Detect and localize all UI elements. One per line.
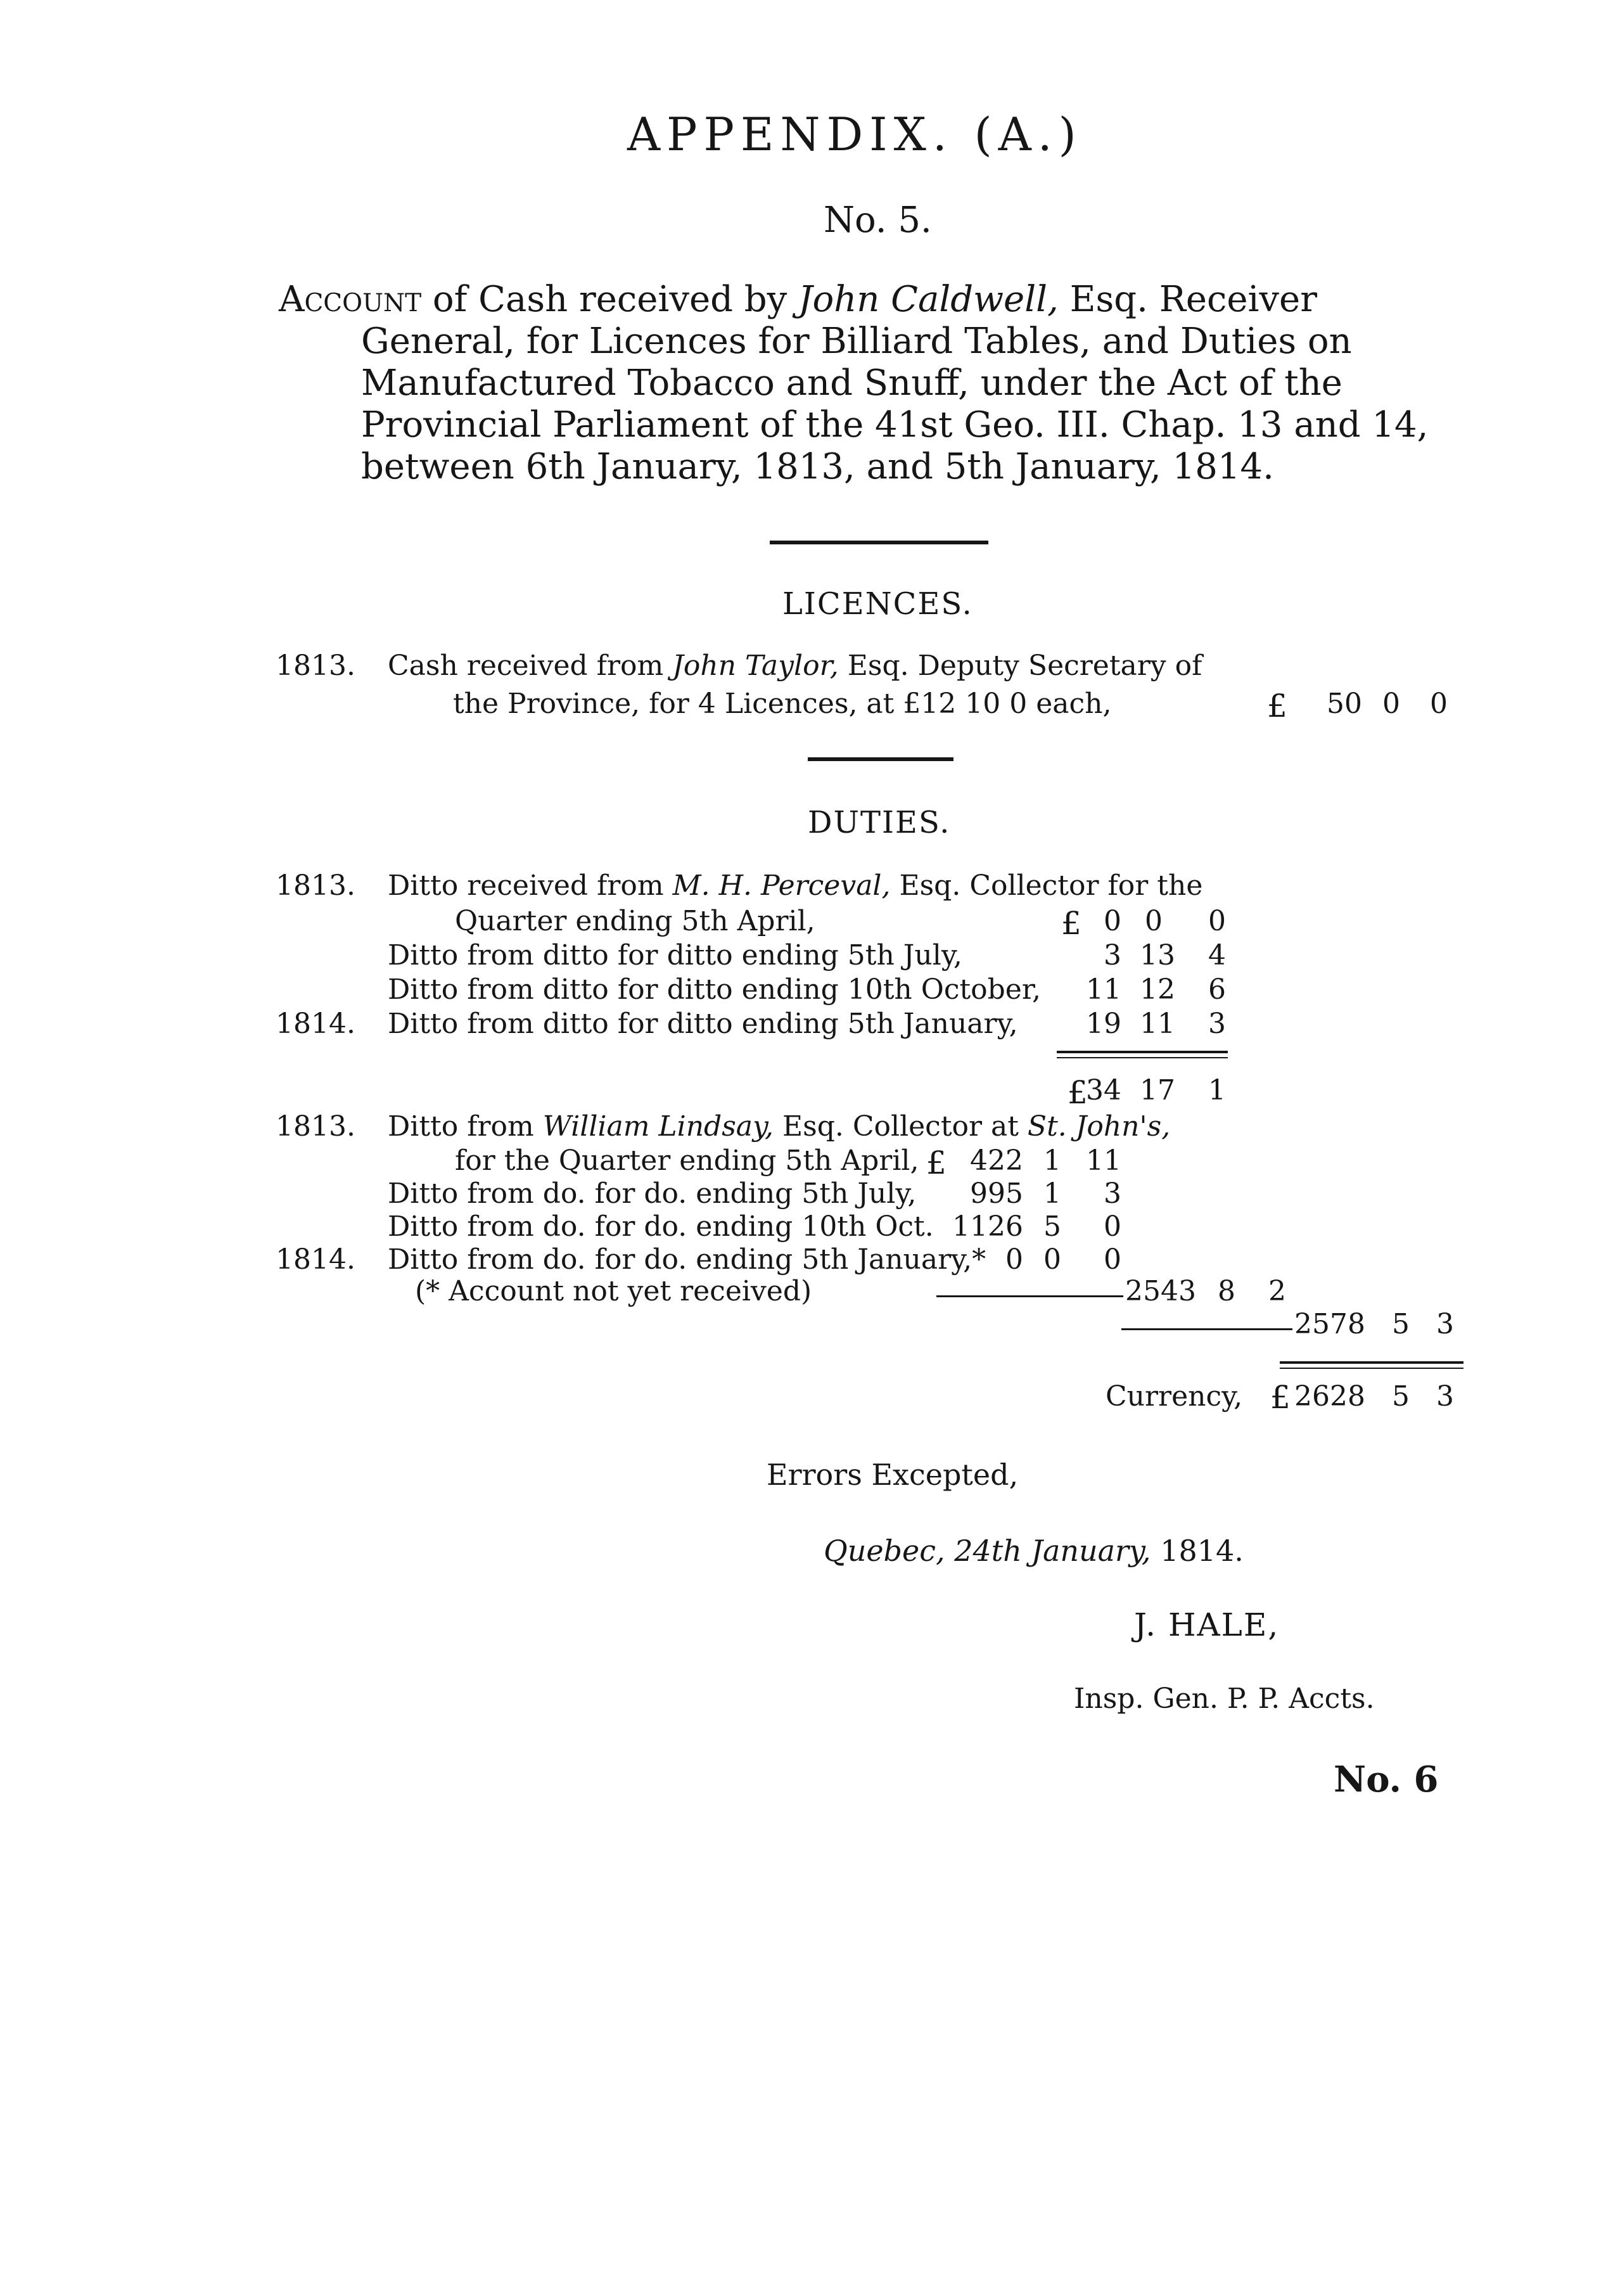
perceval-row-pence: 4 xyxy=(1208,939,1226,972)
lindsay-row-label: for the Quarter ending 5th April, xyxy=(455,1145,919,1177)
licences-heading: LICENCES. xyxy=(782,586,973,622)
perceval-row-shillings: 11 xyxy=(1140,1008,1175,1040)
perceval-row-pounds: 19 xyxy=(1086,1008,1121,1040)
collection-place: St. John's, xyxy=(1027,1110,1171,1143)
lindsay-year-start: 1813. xyxy=(276,1110,355,1143)
lindsay-row-pence: 3 xyxy=(1104,1177,1121,1210)
currency-total-pounds: 2628 xyxy=(1294,1380,1365,1413)
duties-heading: DUTIES. xyxy=(808,805,951,840)
collector-name-perceval: M. H. Perceval, xyxy=(672,869,891,902)
lindsay-row-pence: 11 xyxy=(1086,1145,1121,1177)
sum-rule xyxy=(1280,1361,1463,1364)
lindsay-row-shillings: 1 xyxy=(1043,1177,1061,1210)
currency-total-shillings: 5 xyxy=(1392,1380,1410,1413)
intro-paragraph xyxy=(279,279,1479,488)
lindsay-row-symbol: £ xyxy=(926,1145,947,1181)
licences-line-2: the Province, for 4 Licences, at £12 10 0 each, xyxy=(453,688,1112,720)
licences-total-shillings: 0 xyxy=(1382,688,1400,720)
currency-total-pence: 3 xyxy=(1436,1380,1454,1413)
perceval-line-1 xyxy=(388,869,1202,902)
lindsay-row-pence: 0 xyxy=(1104,1210,1121,1243)
perceval-subtotal-symbol: £ xyxy=(1068,1074,1088,1111)
lindsay-row-pounds: 1126 xyxy=(952,1210,1023,1243)
dateline xyxy=(824,1534,1244,1568)
perceval-subtotal-pounds: 34 xyxy=(1086,1074,1121,1106)
combined-total-pence: 3 xyxy=(1436,1308,1454,1340)
perceval-row-pence: 6 xyxy=(1208,973,1226,1006)
lindsay-row-pounds: 995 xyxy=(970,1177,1023,1210)
perceval-row-label: Ditto from ditto for ditto ending 10th October, xyxy=(388,973,1042,1006)
section-divider xyxy=(770,541,988,544)
licences-text-b: Esq. Deputy Secretary of xyxy=(838,650,1202,682)
perceval-row-label: Quarter ending 5th April, xyxy=(455,905,815,937)
intro-text-2: Esq. Receiver General, for Licences for Billiard Tables, and Duties on Manufactured Tobacco and Snuff, under the Act of the Provincial Parliament of the 41st Geo. III. Chap. 13 and 14, between 6th January, 1813, and 5th January, 1814. xyxy=(361,279,1429,487)
combined-total-shillings: 5 xyxy=(1392,1308,1410,1340)
licences-line-1 xyxy=(388,650,1202,682)
licences-total-pounds: 50 xyxy=(1327,688,1362,720)
perceval-text-b: Esq. Collector for the xyxy=(890,869,1203,902)
place-name: Quebec, xyxy=(824,1534,945,1568)
lindsay-line-1 xyxy=(388,1110,1170,1143)
licences-text-a: Cash received from xyxy=(388,650,673,682)
account-note: (* Account not yet received) xyxy=(415,1275,812,1307)
lindsay-text-a: Ditto from xyxy=(388,1110,543,1143)
lindsay-row-label: Ditto from do. for do. ending 5th January,* xyxy=(388,1243,986,1276)
deputy-name: John Taylor, xyxy=(672,650,839,682)
intro-lead: Account xyxy=(279,279,422,320)
combined-total-pounds: 2578 xyxy=(1294,1308,1365,1340)
lindsay-row-pounds: 0 xyxy=(1005,1243,1023,1276)
perceval-year-end: 1814. xyxy=(276,1008,355,1040)
perceval-row-pence: 3 xyxy=(1208,1008,1226,1040)
lindsay-row-shillings: 0 xyxy=(1043,1243,1061,1276)
lindsay-subtotal-pounds: 2543 xyxy=(1125,1275,1196,1307)
intro-text-1: of Cash received by xyxy=(421,279,799,320)
lindsay-row-pounds: 422 xyxy=(970,1145,1023,1177)
lindsay-row-shillings: 5 xyxy=(1043,1210,1061,1243)
date-text: 24th January, xyxy=(954,1534,1151,1568)
licences-total-symbol: £ xyxy=(1267,688,1287,724)
errors-excepted: Errors Excepted, xyxy=(767,1458,1019,1492)
licences-total-pence: 0 xyxy=(1430,688,1448,720)
perceval-row-pounds: 11 xyxy=(1086,973,1121,1006)
lindsay-row-label: Ditto from do. for do. ending 10th Oct. xyxy=(388,1210,934,1243)
perceval-row-label: Ditto from ditto for ditto ending 5th July, xyxy=(388,939,962,972)
lindsay-subtotal-pence: 2 xyxy=(1268,1275,1286,1307)
lindsay-subtotal-shillings: 8 xyxy=(1218,1275,1235,1307)
perceval-text-a: Ditto received from xyxy=(388,869,673,902)
perceval-row-pence: 0 xyxy=(1208,905,1226,937)
perceval-subtotal-pence: 1 xyxy=(1208,1074,1226,1106)
lindsay-text-b: Esq. Collector at xyxy=(774,1110,1028,1143)
sum-rule xyxy=(1057,1057,1228,1058)
section-divider xyxy=(808,757,953,761)
sum-rule xyxy=(1280,1368,1463,1369)
appendix-number: No. 5. xyxy=(824,200,932,241)
perceval-row-symbol: £ xyxy=(1061,905,1081,942)
lindsay-year-end: 1814. xyxy=(276,1243,355,1276)
leader-line xyxy=(936,1295,1123,1297)
receiver-name: John Caldwell, xyxy=(798,279,1059,320)
perceval-row-pounds: 0 xyxy=(1104,905,1121,937)
signer-name: J. HALE, xyxy=(1134,1607,1280,1643)
perceval-year-start: 1813. xyxy=(276,869,355,902)
perceval-row-pounds: 3 xyxy=(1104,939,1121,972)
sum-rule xyxy=(1057,1051,1228,1053)
currency-symbol: £ xyxy=(1270,1379,1291,1416)
signer-office: Insp. Gen. P. P. Accts. xyxy=(1074,1683,1375,1715)
perceval-row-label: Ditto from ditto for ditto ending 5th January, xyxy=(388,1008,1018,1040)
perceval-row-shillings: 13 xyxy=(1140,939,1175,972)
leader-line xyxy=(1121,1328,1292,1330)
next-appendix-number: No. 6 xyxy=(1334,1759,1439,1800)
perceval-row-shillings: 12 xyxy=(1140,973,1175,1006)
collector-name-lindsay: William Lindsay, xyxy=(542,1110,774,1143)
lindsay-row-shillings: 1 xyxy=(1043,1145,1061,1177)
perceval-row-shillings: 0 xyxy=(1145,905,1163,937)
lindsay-row-label: Ditto from do. for do. ending 5th July, xyxy=(388,1177,917,1210)
date-year: 1814. xyxy=(1160,1534,1244,1568)
licences-year: 1813. xyxy=(276,650,355,682)
page-title: APPENDIX. (A.) xyxy=(627,108,1083,161)
currency-label: Currency, xyxy=(1106,1380,1243,1413)
perceval-subtotal-shillings: 17 xyxy=(1140,1074,1175,1106)
lindsay-row-pence: 0 xyxy=(1104,1243,1121,1276)
